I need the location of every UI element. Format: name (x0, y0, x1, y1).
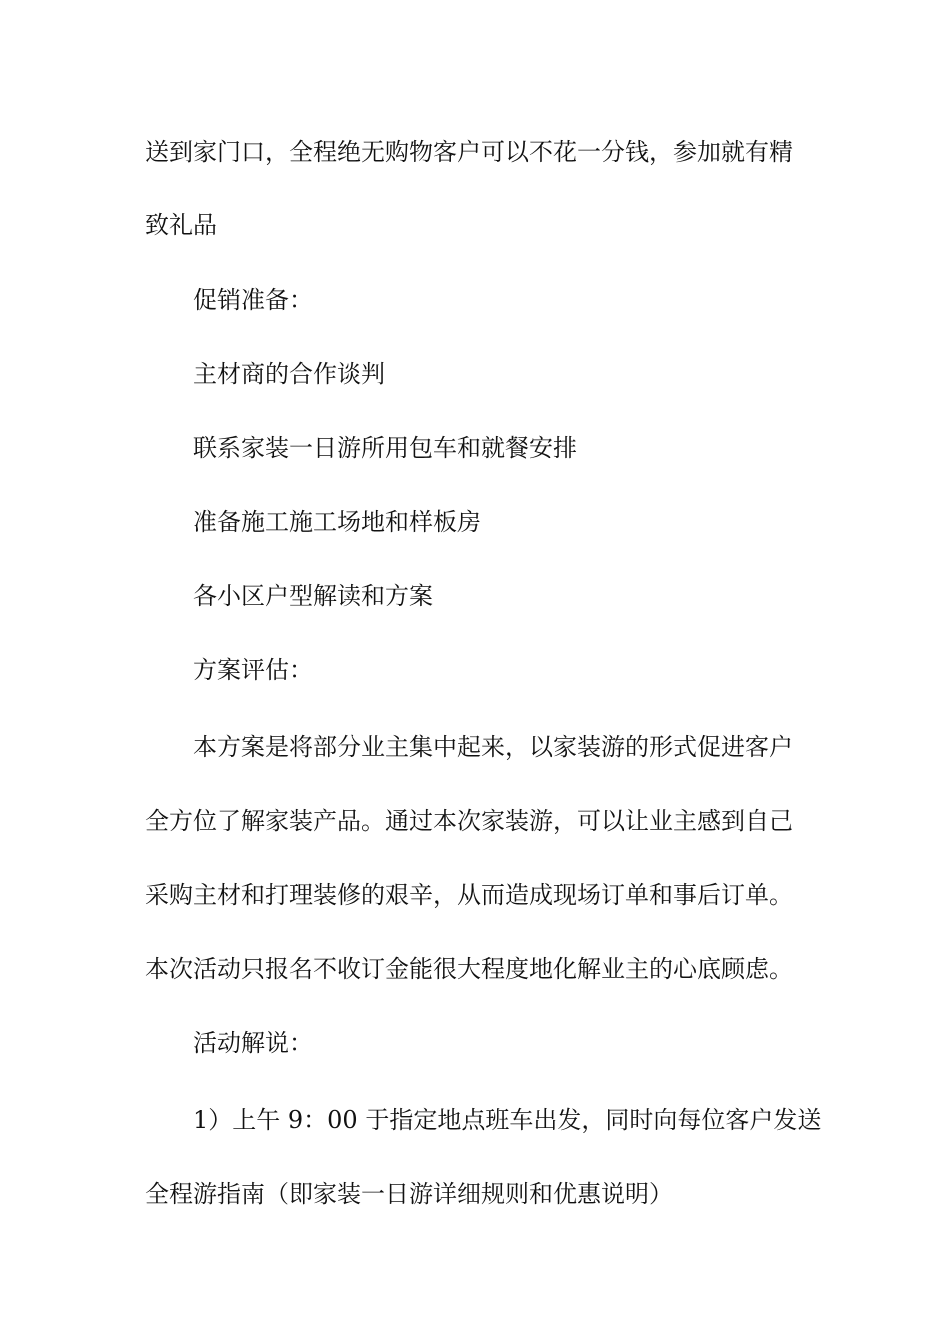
paragraph-line: 全程游指南（即家装一日游详细规则和优惠说明） (145, 1180, 673, 1208)
section-heading: 活动解说： (193, 1029, 313, 1057)
section-heading: 方案评估： (193, 656, 313, 684)
list-item: 准备施工施工场地和样板房 (193, 508, 481, 536)
text-line: 送到家门口，全程绝无购物客户可以不花一分钱，参加就有精 (145, 138, 793, 166)
section-heading: 促销准备： (193, 286, 313, 314)
paragraph-line: 1）上午 9：00 于指定地点班车出发，同时向每位客户发送 (193, 1106, 822, 1134)
paragraph-line: 本方案是将部分业主集中起来，以家装游的形式促进客户 (193, 733, 793, 761)
list-item: 各小区户型解读和方案 (193, 582, 433, 610)
list-item: 主材商的合作谈判 (193, 360, 385, 388)
paragraph-line: 本次活动只报名不收订金能很大程度地化解业主的心底顾虑。 (145, 955, 793, 983)
text-line: 致礼品 (145, 211, 217, 239)
paragraph-line: 采购主材和打理装修的艰辛，从而造成现场订单和事后订单。 (145, 881, 793, 909)
paragraph-line: 全方位了解家装产品。通过本次家装游，可以让业主感到自己 (145, 807, 793, 835)
list-item: 联系家装一日游所用包车和就餐安排 (193, 434, 577, 462)
